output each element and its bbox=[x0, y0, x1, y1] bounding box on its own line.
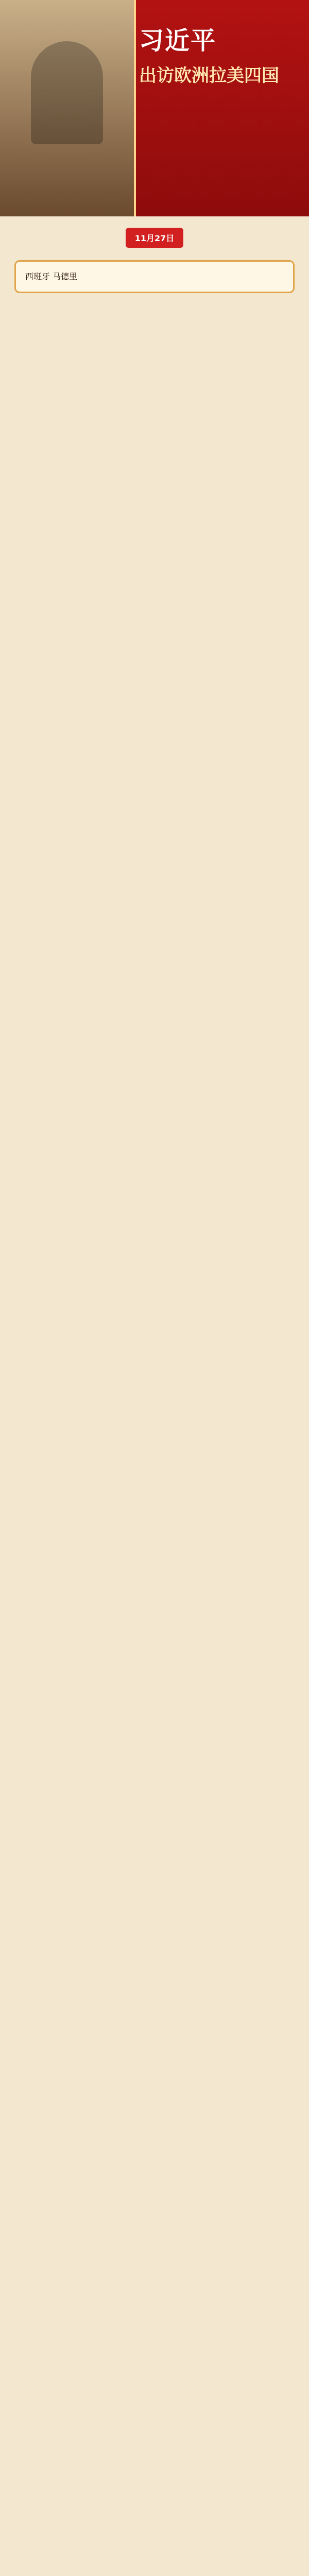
date-badge: 11月27日 bbox=[126, 228, 184, 248]
hero-photo bbox=[0, 0, 136, 216]
date-ribbon bbox=[0, 216, 309, 248]
hero-banner bbox=[0, 0, 309, 216]
hero-title bbox=[139, 21, 301, 87]
hero-name: 习近平 bbox=[139, 26, 217, 55]
section-1 bbox=[14, 260, 295, 293]
hero-subtitle: 出访欧洲拉美四国 bbox=[139, 65, 279, 86]
section-1-location: 西班牙 马德里 bbox=[25, 272, 78, 281]
